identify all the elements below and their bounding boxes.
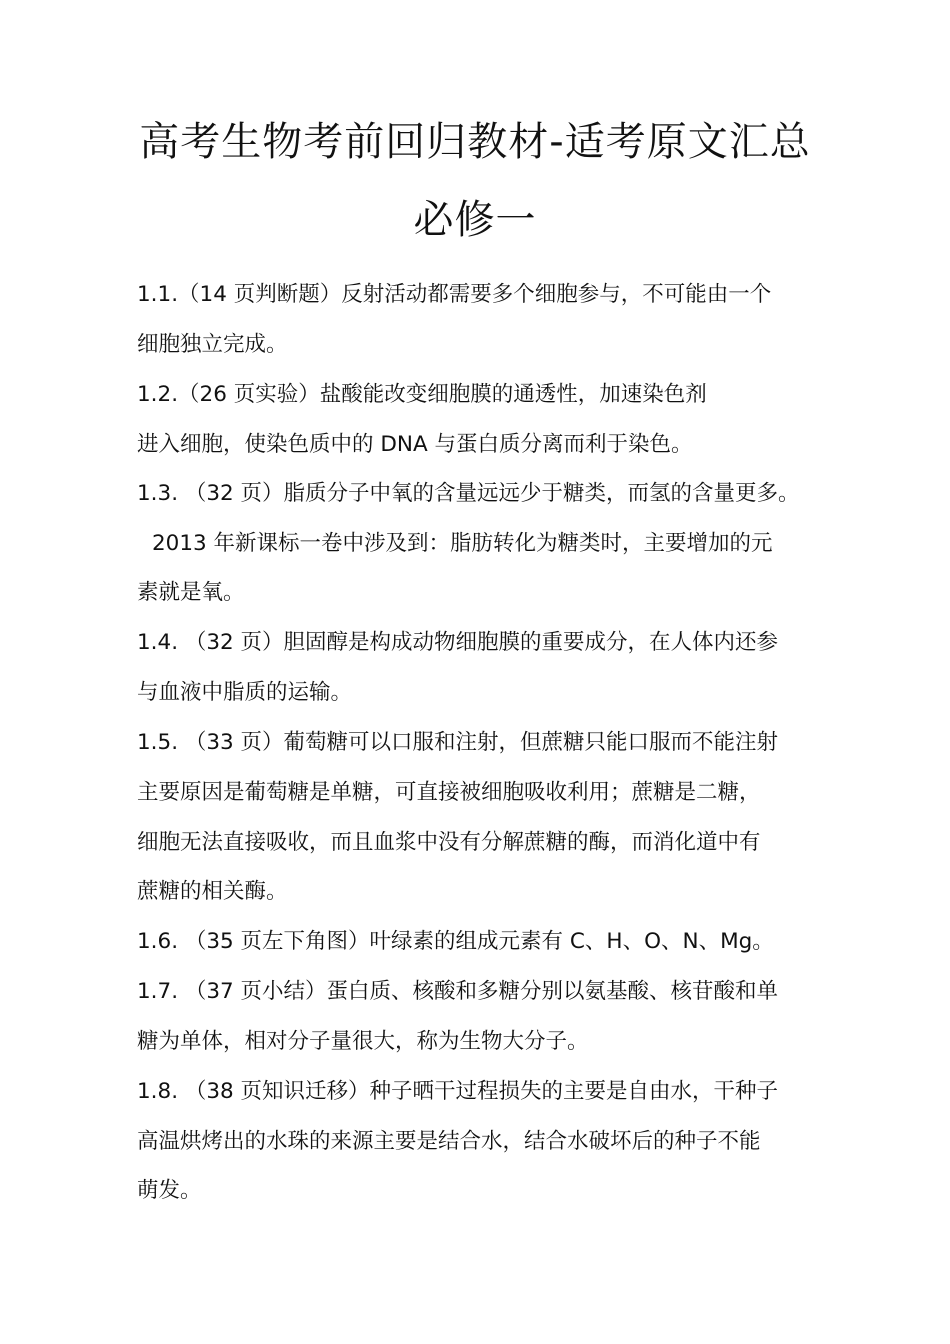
text-line-1: 1.1.（14 页判断题）反射活动都需要多个细胞参与，不可能由一个 [137,282,772,307]
text-line-3: 1.2.（26 页实验）盐酸能改变细胞膜的通透性，加速染色剂 [137,382,707,407]
page-title: 高考生物考前回归教材-适考原文汇总 [139,119,811,165]
text-line-8: 1.4. （32 页）胆固醇是构成动物细胞膜的重要成分，在人体内还参 [137,630,779,655]
text-line-6: 2013 年新课标一卷中涉及到：脂肪转化为糖类时，主要增加的元 [152,531,773,556]
text-line-9: 与血液中脂质的运输。 [137,680,353,705]
page-subtitle: 必修一 [413,197,537,243]
text-line-11: 主要原因是葡萄糖是单糖，可直接被细胞吸收利用；蔗糖是二糖， [137,780,761,805]
text-line-14: 1.6. （35 页左下角图）叶绿素的组成元素有 C、H、O、N、Mg。 [137,929,774,954]
text-line-13: 蔗糖的相关酶。 [137,879,288,904]
text-line-16: 糖为单体，相对分子量很大，称为生物大分子。 [137,1029,589,1054]
text-line-19: 萌发。 [137,1178,202,1203]
text-line-4: 进入细胞，使染色质中的 DNA 与蛋白质分离而利于染色。 [137,432,693,457]
text-line-10: 1.5. （33 页）葡萄糖可以口服和注射，但蔗糖只能口服而不能注射 [137,730,779,755]
text-line-15: 1.7. （37 页小结）蛋白质、核酸和多糖分别以氨基酸、核苷酸和单 [137,979,779,1004]
text-line-18: 高温烘烤出的水珠的来源主要是结合水，结合水破坏后的种子不能 [137,1129,761,1154]
text-line-12: 细胞无法直接吸收，而且血浆中没有分解蔗糖的酶，而消化道中有 [137,830,761,855]
text-line-2: 细胞独立完成。 [137,332,288,357]
text-line-7: 素就是氧。 [137,580,245,605]
text-line-17: 1.8. （38 页知识迁移）种子晒干过程损失的主要是自由水，干种子 [137,1079,779,1104]
text-line-5: 1.3. （32 页）脂质分子中氧的含量远远少于糖类，而氢的含量更多。 [137,481,800,506]
